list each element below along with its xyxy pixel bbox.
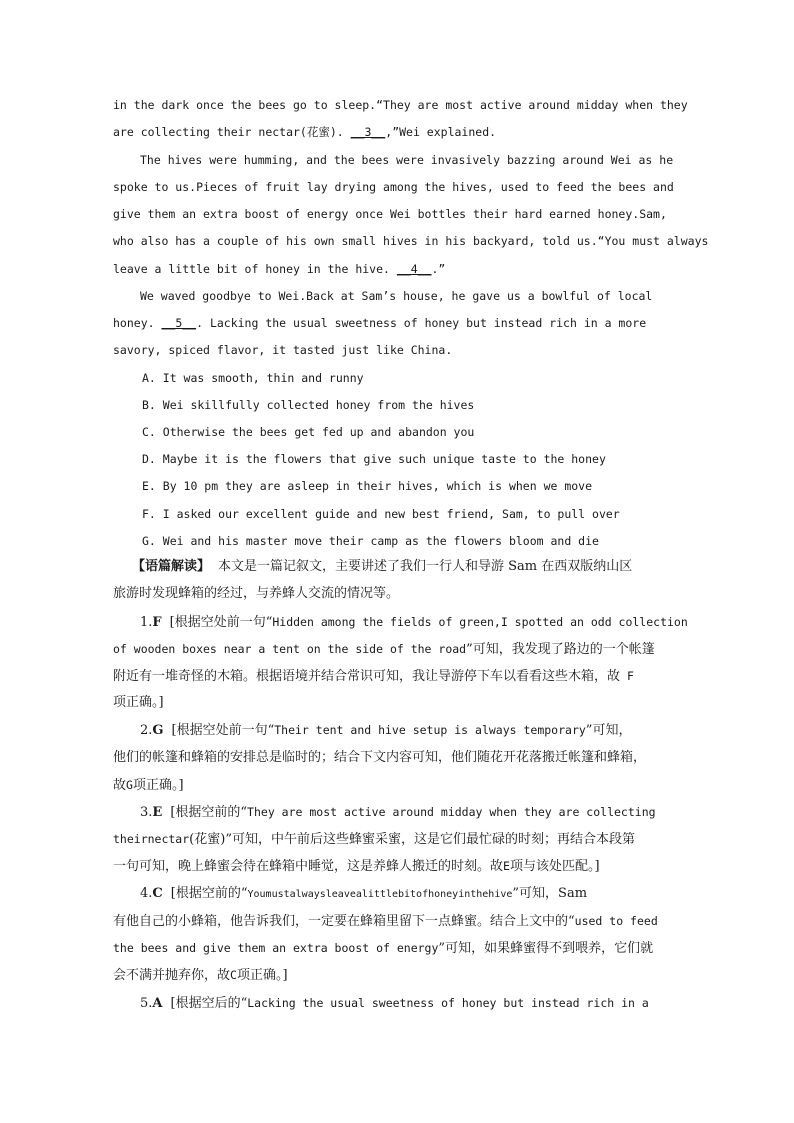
analysis-heading-line <box>132 559 632 575</box>
answer-number: 4. <box>140 886 153 901</box>
option-a: A. It was smooth, thin and runny <box>142 371 364 385</box>
passage-line: The hives were humming, and the bees were invasively bazzing around Wei as he <box>140 153 674 167</box>
answer-key: A <box>152 996 163 1011</box>
answer-text: ”可知，Sam <box>512 886 588 901</box>
answer-3-line <box>113 831 635 848</box>
answer-3-line <box>140 804 656 821</box>
answer-text: [根据空前的“ <box>170 886 248 901</box>
passage-line: in the dark once the bees go to sleep.“They are most active around midday when they <box>113 98 688 112</box>
answer-text: [根据空前的“ <box>170 805 248 820</box>
answer-number: 2. <box>140 723 153 738</box>
answer-text: 有他自己的小蜂箱，他告诉我们，一定要在蜂箱里留下一点蜂蜜。结合上文中的“ <box>113 914 575 929</box>
answer-text: ”可知，如果蜂蜜得不到喂养，它们就 <box>438 941 654 956</box>
blank-3: __3__ <box>350 125 386 139</box>
answer-text: [根据空处前一句“ <box>171 723 275 738</box>
option-b: B. Wei skillfully collected honey from the hives <box>142 398 475 412</box>
answer-number: 3. <box>140 805 153 820</box>
answer-text: 项正确。] <box>132 778 184 793</box>
passage-line: spoke to us.Pieces of fruit lay drying among the hives, used to feed the bees and <box>113 180 674 194</box>
answer-text: G <box>126 778 133 792</box>
answer-quote: They are most active around midday when they are collecting <box>247 805 656 819</box>
option-f: F. I asked our excellent guide and new best friend, Sam, to pull over <box>142 507 620 521</box>
answer-text: (花蜜)”可知，中午前后这些蜂蜜采蜜，这是它们最忙碌的时刻；再结合本段第 <box>189 832 635 847</box>
answer-text: [根据空处前一句“ <box>169 615 273 630</box>
passage-line: who also has a couple of his own small hives in his backyard, told us.“You must always <box>113 234 709 248</box>
passage-line: We waved goodbye to Wei.Back at Sam’s house, he gave us a bowlful of local <box>140 289 653 303</box>
answer-4-line <box>140 886 587 903</box>
passage-text: leave a little bit of honey in the hive. <box>113 262 397 276</box>
answer-key: F <box>152 615 162 630</box>
answer-key: C <box>152 886 163 901</box>
option-d: D. Maybe it is the flowers that give such unique taste to the honey <box>142 452 606 466</box>
option-c: C. Otherwise the bees get fed up and abandon you <box>142 425 475 439</box>
option-g: G. Wei and his master move their camp as the flowers bloom and die <box>142 534 599 548</box>
answer-text: C <box>230 968 237 982</box>
answer-quote: of wooden boxes near a tent on the side of the road <box>113 642 467 656</box>
answer-key: E <box>152 805 163 820</box>
answer-4-line <box>113 940 653 957</box>
passage-text: honey. <box>113 316 162 330</box>
answer-quote: theirnectar <box>113 832 190 846</box>
analysis-line: 旅游时发现蜂箱的经过，与养蜂人交流的情况等。 <box>113 586 400 601</box>
answer-2-line: 他们的帐篷和蜂箱的安排总是临时的；结合下文内容可知，他们随花开花落搬迁帐篷和蜂箱， <box>113 750 647 765</box>
answer-text: 项正确。] <box>236 968 288 983</box>
answer-key: G <box>152 723 164 738</box>
answer-number: 1. <box>140 615 153 630</box>
answer-text: 项与该处匹配。] <box>509 859 600 874</box>
passage-line <box>113 261 445 277</box>
answer-2-line <box>113 777 184 794</box>
answer-text: [根据空后的“ <box>170 996 248 1011</box>
answer-1-line <box>113 641 655 658</box>
analysis-heading: 【语篇解读】 <box>132 559 211 574</box>
answer-2-line <box>140 722 631 739</box>
passage-line <box>113 315 646 331</box>
option-e: E. By 10 pm they are asleep in their hives, which is when we move <box>142 479 593 493</box>
passage-text: ,”Wei explained. <box>385 125 497 139</box>
answer-text: ”可知， <box>585 723 632 738</box>
answer-quote: Lacking the usual sweetness of honey but instead rich in a <box>247 996 649 1010</box>
blank-5: __5__ <box>161 316 197 330</box>
passage-line <box>113 124 496 140</box>
answer-text: F <box>620 669 634 683</box>
analysis-text: 本文是一篇记叙文，主要讲述了我们一行人和导游 Sam 在西双版纳山区 <box>218 559 633 574</box>
answer-1-line: 项正确。] <box>113 695 164 710</box>
answer-1-line <box>113 668 634 685</box>
passage-text: .” <box>431 262 446 276</box>
answer-4-line <box>113 913 658 930</box>
passage-text: . Lacking the usual sweetness of honey but instead rich in a more <box>196 316 647 330</box>
answer-text: 附近有一堆奇怪的木箱。根据语境并结合常识可知，我让导游停下车以看看这些木箱，故 <box>113 669 621 684</box>
passage-line: give them an extra boost of energy once Wei bottles their hard earned honey.Sam, <box>113 207 667 221</box>
answer-text: ”可知，我发现了路边的一个帐篷 <box>466 642 655 657</box>
answer-text: 故 <box>113 778 127 793</box>
answer-quote: Hidden among the fields of green,I spotted an odd collection <box>272 615 688 629</box>
answer-5-line <box>140 995 649 1012</box>
answer-text: 会不满并抛弃你，故 <box>113 968 231 983</box>
answer-text: 一句可知，晚上蜂蜜会待在蜂箱中睡觉，这是养蜂人搬迁的时刻。故 <box>113 859 504 874</box>
answer-number: 5. <box>140 996 153 1011</box>
answer-quote: Youmustalwaysleavealittlebitofhoneyinthehive <box>247 889 513 900</box>
answer-text: E <box>503 859 510 873</box>
passage-line: savory, spiced flavor, it tasted just like China. <box>113 343 453 357</box>
answer-4-line <box>113 967 288 984</box>
blank-4: __4__ <box>396 262 432 276</box>
answer-quote: Their tent and hive setup is always temporary <box>274 723 586 737</box>
answer-1-line <box>140 614 688 631</box>
answer-quote: the bees and give them an extra boost of energy <box>113 941 439 955</box>
answer-3-line <box>113 858 600 875</box>
answer-quote: used to feed <box>574 914 658 928</box>
passage-text: are collecting their nectar(花蜜). <box>113 125 351 139</box>
